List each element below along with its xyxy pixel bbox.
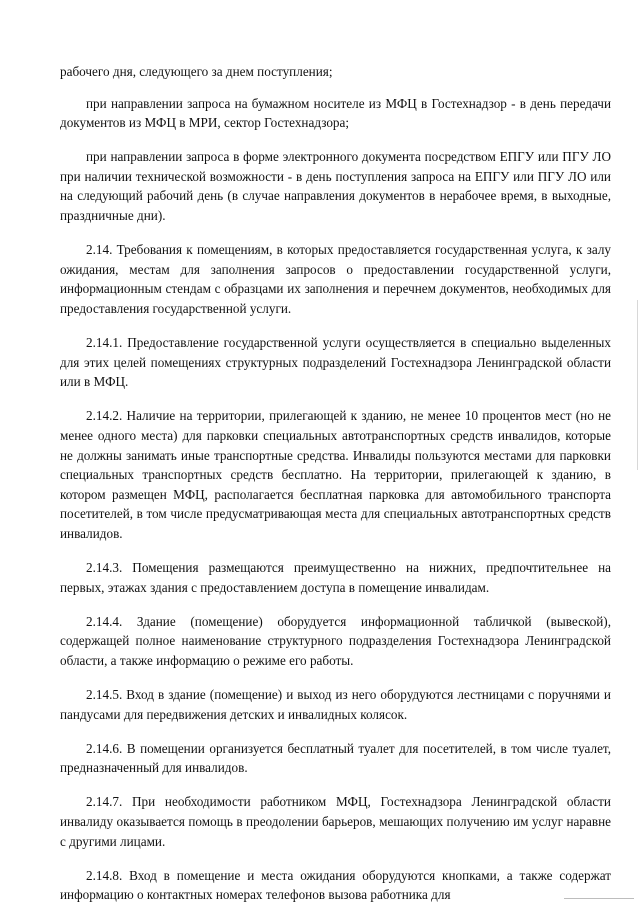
scan-artifact-line <box>564 898 634 899</box>
paragraph-2-14-8: 2.14.8. Вход в помещение и места ожидания оборудуются кнопками, а также содержат информацию о контактных номерах телефонов вызова работника для <box>60 867 611 903</box>
paragraph-continuation: рабочего дня, следующего за днем поступления; <box>60 64 333 79</box>
paragraph-paper-request: при направлении запроса на бумажном носителе из МФЦ в Гостехнадзор - в день передачи документов из МФЦ в МРИ, сектор Гостехнадзора; <box>60 95 611 131</box>
paragraph-2-14-1: 2.14.1. Предоставление государственной услуги осуществляется в специально выделенных для этих целей помещениях структурных подразделений Гостехнадзора Ленинградской области или в МФЦ. <box>60 335 611 390</box>
paragraph-electronic-request: при направлении запроса в форме электронного документа посредством ЕПГУ или ПГУ ЛО при наличии технической возможности - в день поступления запроса на ЕПГУ или ПГУ ЛО или на следующий рабочий день (в случае направления документов в нерабочее время, в выходные, праздничные дни). <box>60 149 611 224</box>
paragraph-2-14-4: 2.14.4. Здание (помещение) оборудуется информационной табличкой (вывеской), содержащей полное наименование структурного подразделения Гостехнадзора Ленинградской области, а также информацию о режиме его работы. <box>60 613 611 668</box>
paragraph-2-14-3: 2.14.3. Помещения размещаются преимущественно на нижних, предпочтительнее на первых, этажах здания с предоставлением доступа в помещение инвалидам. <box>60 559 611 595</box>
paragraph-2-14-2: 2.14.2. Наличие на территории, прилегающей к зданию, не менее 10 процентов мест (но не менее одного места) для парковки специальных автотранспортных средств инвалидов, которые не должны занимать иные транспортные средства. Инвалиды пользуются местами для парковки специальных транспортных средств бесплатно. На территории, прилегающей к зданию, в котором размещен МФЦ, располагается бесплатная парковка для автомобильного транспорта посетителей, в том числе предусматривающая места для специальных автотранспортных средств инвалидов. <box>60 408 611 541</box>
paragraph-2-14-5: 2.14.5. Вход в здание (помещение) и выход из него оборудуются лестницами с поручнями и пандусами для передвижения детских и инвалидных колясок. <box>60 686 611 722</box>
scan-edge-line <box>637 300 638 470</box>
paragraph-2-14: 2.14. Требования к помещениям, в которых предоставляется государственная услуга, к залу ожидания, местам для заполнения запросов о предоставлении государственной услуги, информационным стендам с образцами их заполнения и перечнем документов, необходимых для предоставления государственной услуги. <box>60 242 611 316</box>
paragraph-2-14-7: 2.14.7. При необходимости работником МФЦ, Гостехнадзора Ленинградской области инвалиду оказывается помощь в преодолении барьеров, мешающих получению им услуг наравне с другими лицами. <box>60 794 611 849</box>
document-body <box>60 62 611 919</box>
paragraph-2-14-6: 2.14.6. В помещении организуется бесплатный туалет для посетителей, в том числе туалет, предназначенный для инвалидов. <box>60 740 611 776</box>
